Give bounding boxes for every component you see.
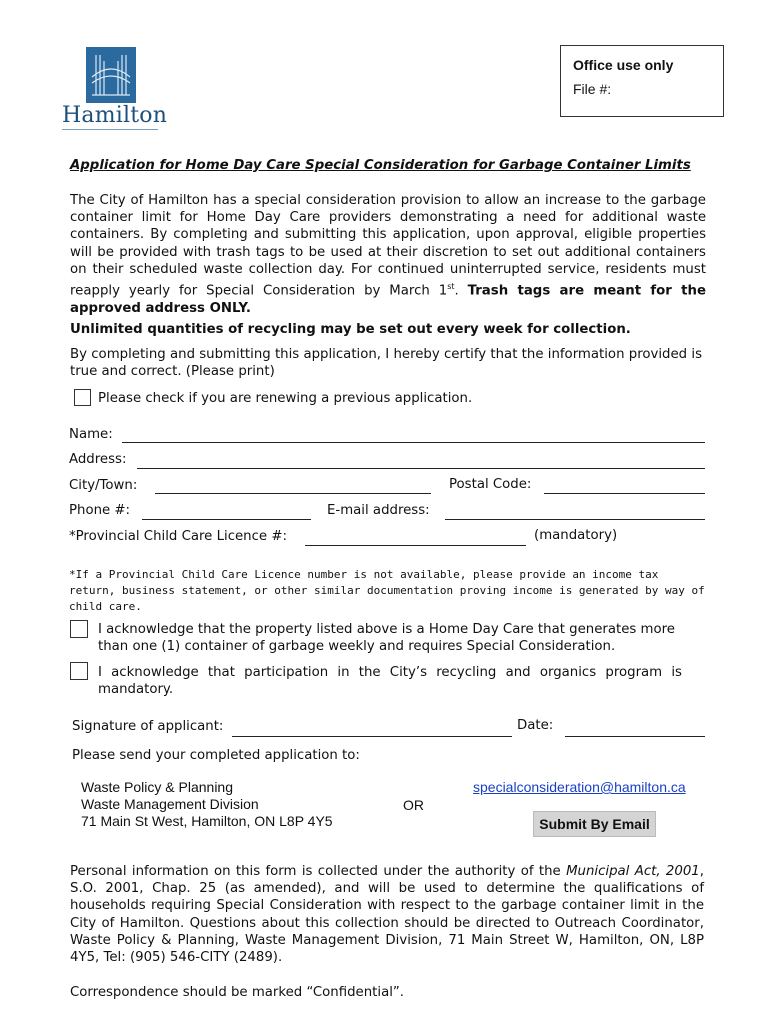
name-field[interactable] [122, 442, 705, 443]
phone-label: Phone #: [69, 503, 131, 518]
privacy-text-a: Personal information on this form is collected under the authority of the [70, 864, 567, 879]
logo-underline [62, 129, 158, 130]
hamilton-logo [58, 45, 168, 131]
or-label: OR [403, 797, 424, 813]
address-line-3: 71 Main St West, Hamilton, ON L8P 4Y5 [81, 813, 333, 829]
renew-checkbox[interactable] [74, 389, 91, 406]
send-to-label: Please send your completed application to: [72, 748, 360, 763]
address-field[interactable] [137, 468, 705, 469]
renew-label: Please check if you are renewing a previous application. [98, 391, 473, 406]
form-title: Application for Home Day Care Special Consideration for Garbage Container Limits [70, 158, 691, 173]
city-label: City/Town: [69, 478, 138, 493]
ack-homedaycare-text: I acknowledge that the property listed above is a Home Day Care that generates more than one (1) container of garbage weekly and requires Special Consideration. [98, 622, 675, 655]
postal-code-field[interactable] [544, 493, 705, 494]
trash-tags-notice: Trash tags are meant for the approved address ONLY. [70, 283, 706, 316]
ack-homedaycare-checkbox[interactable] [70, 620, 88, 638]
office-use-box [560, 45, 724, 117]
licence-label: *Provincial Child Care Licence #: [69, 529, 287, 544]
email-field[interactable] [445, 519, 705, 520]
mailing-address [81, 779, 333, 830]
licence-field[interactable] [305, 545, 526, 546]
signature-label: Signature of applicant: [72, 719, 224, 734]
phone-field[interactable] [142, 519, 311, 520]
hamilton-emblem-icon [86, 47, 136, 103]
privacy-paragraph [70, 863, 704, 966]
ack-recycling-checkbox[interactable] [70, 662, 88, 680]
file-number-label: File #: [573, 81, 612, 97]
date-label: Date: [517, 718, 554, 733]
intro-text-2: . [454, 283, 468, 299]
recycling-notice: Unlimited quantities of recycling may be set out every week for collection. [70, 322, 631, 337]
date-field[interactable] [565, 736, 705, 737]
email-link[interactable]: specialconsideration@hamilton.ca [473, 779, 686, 795]
submit-by-email-button[interactable]: Submit By Email [533, 811, 656, 837]
logo-wordmark: Hamilton [62, 103, 168, 128]
correspondence-note: Correspondence should be marked “Confidential”. [70, 985, 405, 1000]
city-field[interactable] [155, 493, 431, 494]
name-label: Name: [69, 427, 113, 442]
intro-paragraph [70, 192, 706, 317]
signature-field[interactable] [232, 736, 512, 737]
privacy-act-name: Municipal Act, 2001 [566, 864, 700, 879]
privacy-text-b: , S.O. 2001, Chap. 25 (as amended), and will be used to determine the qualifications of households requiring Special Consideration with respect to the garbage container limit in the City of Hamilton. Questions about this collection should be directed to Outreach Coordinator, Waste Policy & Planning, Waste Management Division, 71 Main Street W, Hamilton, ON, L8P 4Y5, Tel: (905) 546-CITY (2489). [70, 864, 704, 966]
licence-note: *If a Provincial Child Care Licence number is not available, please provide an income tax return, business statement, or other similar documentation proving income is generated by way of child care. [69, 568, 705, 613]
intro-text: The City of Hamilton has a special consideration provision to allow an increase to the garbage container limit for Home Day Care providers demonstrating a need for additional waste containers. By completing and submitting this application, upon approval, eligible properties will be provided with trash tags to be used at their discretion to set out additional containers on their scheduled waste collection day. For continued uninterrupted service, residents must reapply yearly for Special Consideration by March 1 [70, 193, 706, 299]
intro-superscript: st [447, 282, 455, 292]
office-use-title: Office use only [573, 57, 674, 73]
address-line-1: Waste Policy & Planning [81, 779, 233, 795]
email-label: E-mail address: [327, 503, 430, 518]
ack-recycling-text: I acknowledge that participation in the City’s recycling and organics program is mandatory. [98, 665, 682, 698]
address-line-2: Waste Management Division [81, 796, 259, 812]
certify-paragraph: By completing and submitting this application, I hereby certify that the information provided is true and correct. (Please print) [70, 347, 702, 380]
address-label: Address: [69, 452, 127, 467]
mandatory-label: (mandatory) [534, 528, 618, 543]
postal-code-label: Postal Code: [449, 477, 532, 492]
